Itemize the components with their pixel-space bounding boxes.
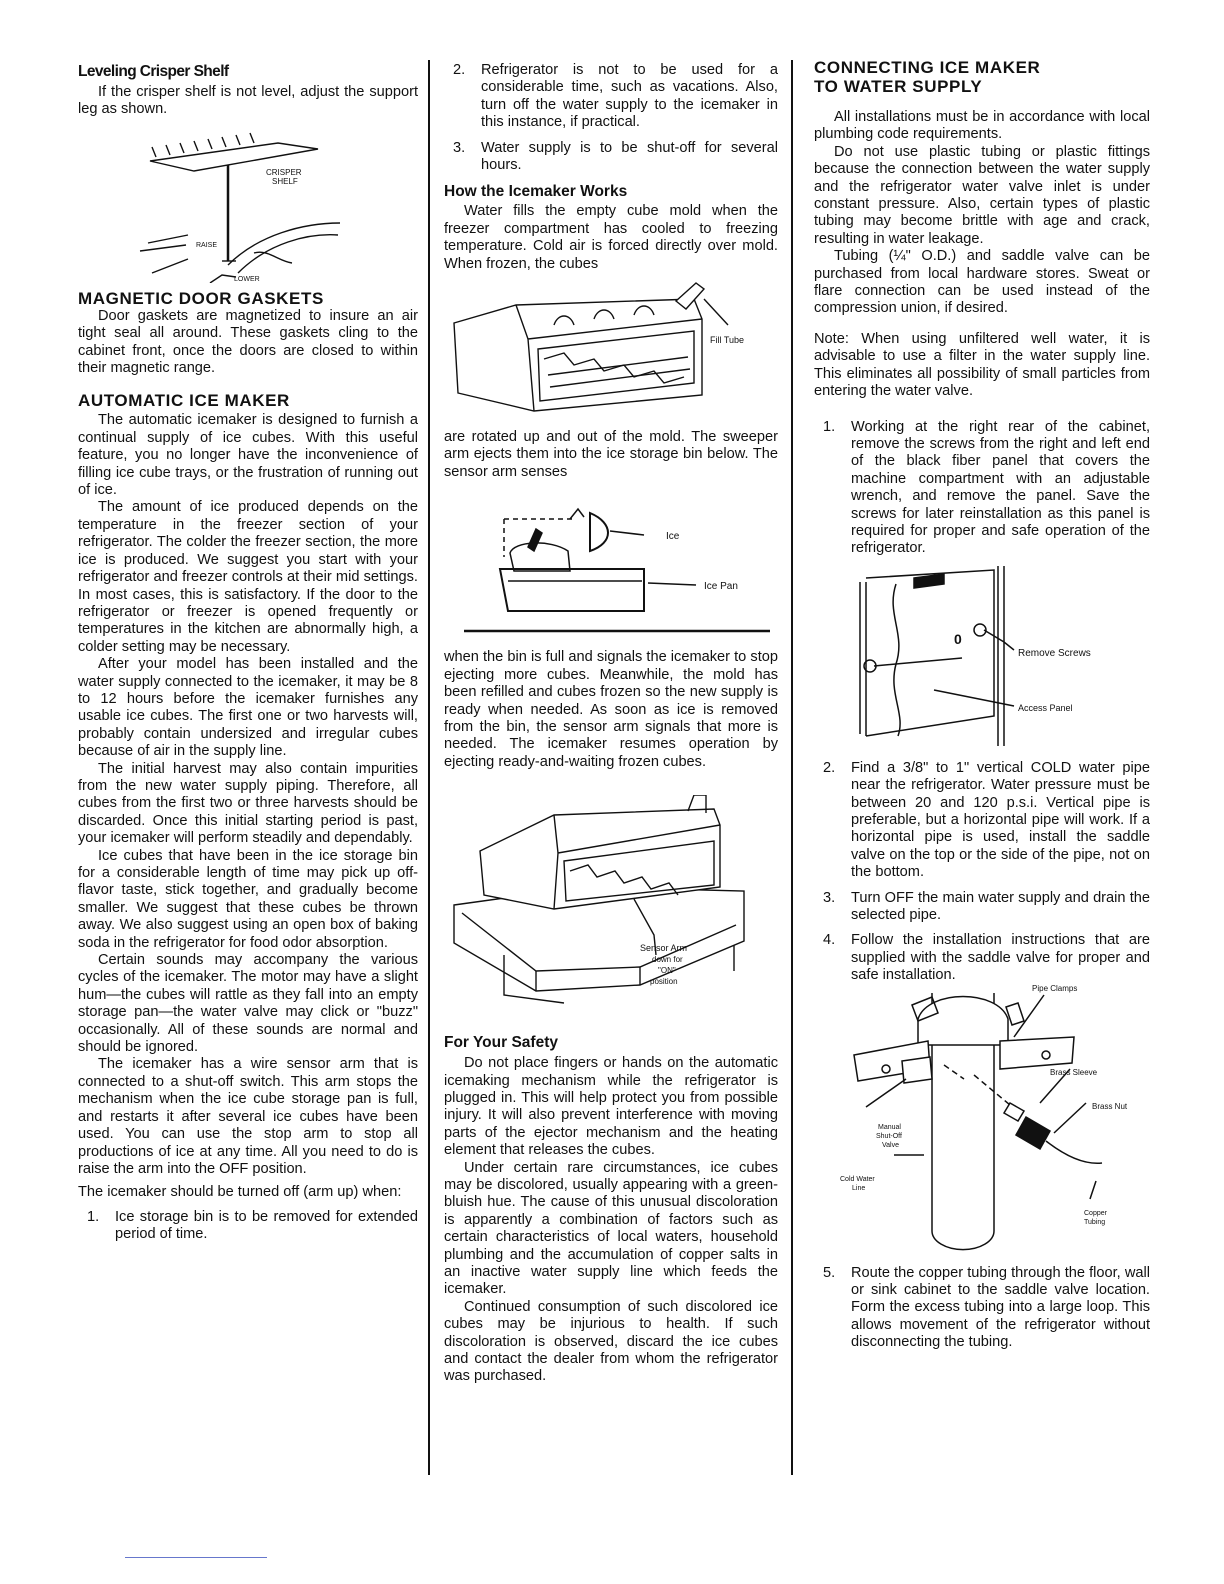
column-left [78,56,418,1244]
cold-water-label-1: Cold Water [840,1175,875,1183]
ice-paragraph-4: The initial harvest may also contain impurities from the new water supply piping. Therefore, all cubes from the first two or three harvests should be discarded. Once this initial starting period is past, your icemaker will perform steadily and dependably. [78,760,418,847]
cold-water-label-2: Line [852,1184,866,1192]
list-number: 1. [823,418,836,435]
list-text: Refrigerator is not to be used for a considerable time, such as vacations. Also, turn off the water supply to the icemaker in this instance, if practical. [481,62,778,131]
pipe-clamps-label: Pipe Clamps [1032,984,1078,993]
list-number: 2. [453,62,466,78]
ice-paragraph-2: The amount of ice produced depends on the temperature in the freezer section of your refrigerator. The colder the freezer section, the more ice is produced. We suggest you start with your refrigerator and freezer controls at their mid settings. In most cases, this is satisfactory. If the door to the refrigerator or freezer is opened frequently or temperatures in the kitchen are abnormally high, a colder setting may be necessary. [78,499,418,655]
column-right [814,56,1150,1352]
gaskets-title: MAGNETIC DOOR GASKETS [78,288,324,308]
list-number: 5. [823,1264,836,1281]
well-water-note: Note: When using unfiltered well water, it is advisable to use a filter in the water supply line. This eliminates all possibility of small particles from entering the water valve. [814,330,1150,400]
connect-paragraph-2: Do not use plastic tubing or plastic fittings because the connection between the water supply and the refrigerator water valve inlet is under constant pressure. Also, certain types of plastic tubing may become brittle with age and crack, resulting in water leakage. [814,143,1150,247]
turn-off-list-continued [444,62,778,174]
saddle-valve-figure [814,985,1150,1257]
ice-paragraph-6: Certain sounds may accompany the various cycles of the icemaker. The motor may have a slight hum—the cubes will rattle as they fall into an empty storage pan—the water valve may click or "buzz" occasionally. All of these sounds are normal and should be ignored. [78,952,418,1056]
ice-label: Ice [666,531,680,543]
connect-title-line-2: TO WATER SUPPLY [814,77,983,96]
list-item [814,760,1150,882]
sensor-label-1: Sensor Arm [640,943,688,954]
list-number: 4. [823,932,836,949]
list-item [444,62,778,132]
list-text: Ice storage bin is to be removed for extended period of time. [115,1208,418,1243]
works-paragraph-2: are rotated up and out of the mold. The sweeper arm ejects them into the ice storage bin below. The sensor arm senses [444,429,778,480]
list-item [814,932,1150,984]
fill-tube-figure [444,279,778,427]
list-item [814,890,1150,925]
list-item [814,419,1150,558]
ice-paragraph-5: Ice cubes that have been in the ice storage bin for a considerable length of time may pick up off-flavor taste, stick together, and gradually become smaller. We suggest that these cubes be thrown away. We also suggest using an open box of baking soda in the refrigerator for food odor absorption. [78,847,418,951]
sensor-label-2: down for [652,955,683,965]
list-text: Water supply is to be shut-off for several hours. [481,139,778,174]
connect-paragraph-3: Tubing (¼" O.D.) and saddle valve can be purchased from local hardware stores. Sweat or flare connection can be used instead of the compression union, if desired. [814,248,1150,317]
crisper-shelf-figure [78,123,418,283]
list-text: Find a 3/8" to 1" vertical COLD water pipe near the refrigerator. Water pressure must be between 20 and 120 p.s.i. Vertical pipe is preferable, but a horizontal pipe will work. If a horizontal pipe is used, install the saddle valve on the top or the side of the pipe, not on the bottom. [851,759,1150,881]
manual-label-3: Valve [882,1141,899,1149]
column-divider [428,60,430,1475]
list-number: 2. [823,759,836,776]
works-paragraph-3: when the bin is full and signals the icemaker to stop ejecting more cubes. Meanwhile, the mold has been refilled and cubes frozen so the new supply is ready when needed. As soon as ice is removed from the bin, the sensor arm signals that more is needed. The icemaker resumes operation by ejecting ready-and-waiting frozen cubes. [444,649,778,770]
leveling-text: If the crisper shelf is not level, adjust the support leg as shown. [78,84,418,118]
access-panel-figure [814,566,1150,746]
sensor-arm-figure [444,795,778,1015]
ice-paragraph-1: The automatic icemaker is designed to furnish a continual supply of ice cubes. With this useful feature, you no longer have the inconvenience of filling ice cube trays, or the frustration of running out of ice. [78,412,418,499]
brass-sleeve-label: Brass Sleeve [1050,1067,1098,1077]
manual-label-2: Shut-Off [876,1132,902,1140]
lower-label: LOWER [234,275,260,283]
list-text: Follow the installation instructions that are supplied with the saddle valve for proper and safe installation. [851,932,1150,984]
safety-paragraph-2: Under certain rare circumstances, ice cubes may be discolored, usually appearing with a green-bluish hue. The cause of this unusual discoloration is apparently a combination of factors such as certain characteristics of local waters, household plumbing and the accumulation of copper salts in an inactive water supply line which feeds the icemaker. [444,1159,778,1298]
ice-paragraph-3: After your model has been installed and the water supply connected to the icemaker, it may be 8 to 12 hours before the icemaker furnishes any usable ice cubes. The first one or two harvests will, probably contain undersized and irregular cubes because of air in the supply line. [78,656,418,760]
list-item [814,1265,1150,1352]
turn-off-list-start [78,1209,418,1244]
works-title: How the Icemaker Works [444,183,628,201]
brass-nut-label: Brass Nut [1092,1101,1128,1111]
install-steps-a [814,419,1150,558]
safety-title: For Your Safety [444,1034,558,1052]
gaskets-text: Door gaskets are magnetized to insure an air tight seal all around. These gaskets cling to the cabinet front, once the doors are closed to within their magnetic range. [78,307,418,377]
footer-rule [125,1557,267,1558]
list-number: 1. [87,1208,100,1225]
works-paragraph-1: Water fills the empty cube mold when the freezer compartment has cooled to freezing temperature. Cold air is forced directly over mold. When frozen, the cubes [444,203,778,272]
list-number: 3. [823,889,836,906]
connect-paragraph-1: All installations must be in accordance with local plumbing code requirements. [814,109,1150,143]
connect-title-line-1: CONNECTING ICE MAKER [814,58,1041,77]
install-steps-b [814,760,1150,985]
column-middle [444,56,778,1386]
crisper-label-1: CRISPER [266,167,302,177]
manual-label-1: Manual [878,1123,901,1131]
copper-label-2: Tubing [1084,1218,1106,1226]
list-number: 3. [453,139,466,156]
install-steps-c [814,1265,1150,1352]
leveling-title: Leveling Crisper Shelf [78,63,229,80]
list-text: Route the copper tubing through the floor, wall or sink cabinet to the saddle valve location. Form the excess tubing into a large loop. This allows movement of the refrigerator without disconnecting the tubing. [851,1264,1150,1351]
list-text: Working at the right rear of the cabinet, remove the screws from the right and left end of the black fiber panel that covers the machine compartment with an adjustable wrench, and remove the panel. Save the screws for later reinstallation as this panel is required for proper and safe operation of the refrigerator. [851,418,1150,557]
safety-paragraph-3: Continued consumption of such discolored ice cubes may be injurious to health. If such discoloration is observed, discard the ice cubes and contact the dealer from whom the refrigerator was purchased. [444,1298,778,1385]
safety-paragraph-1: Do not place fingers or hands on the automatic icemaking mechanism while the refrigerator is plugged in. This will help protect you from possible injury. It will also prevent interference with moving parts of the ejector mechanism and the heating element that releases the cubes. [444,1055,778,1159]
list-item [78,1209,418,1244]
ice-pan-figure [444,487,778,637]
column-divider [791,60,793,1475]
zero-mark: 0 [954,630,962,647]
copper-label-1: Copper [1084,1209,1107,1217]
ice-maker-title: AUTOMATIC ICE MAKER [78,391,290,411]
remove-screws-label: Remove Screws [1018,647,1091,659]
sensor-label-4: position [650,977,678,987]
list-item [444,140,778,175]
crisper-label-2: SHELF [272,176,298,186]
ice-paragraph-7: The icemaker has a wire sensor arm that is connected to a shut-off switch. This arm stops the mechanism when the ice cube storage pan is full, and restarts it after several ice cubes have been used. You can use the stop arm to stop all productions of ice at any time. All you need to do is raise the arm into the OFF position. [78,1056,418,1177]
access-panel-label: Access Panel [1018,702,1073,713]
raise-label: RAISE [196,241,218,249]
ice-paragraph-8: The icemaker should be turned off (arm up) when: [78,1184,402,1201]
list-text: Turn OFF the main water supply and drain the selected pipe. [851,889,1150,923]
ice-pan-label: Ice Pan [704,581,738,593]
sensor-label-3: "ON" [658,966,676,976]
fill-tube-label: Fill Tube [710,335,745,346]
